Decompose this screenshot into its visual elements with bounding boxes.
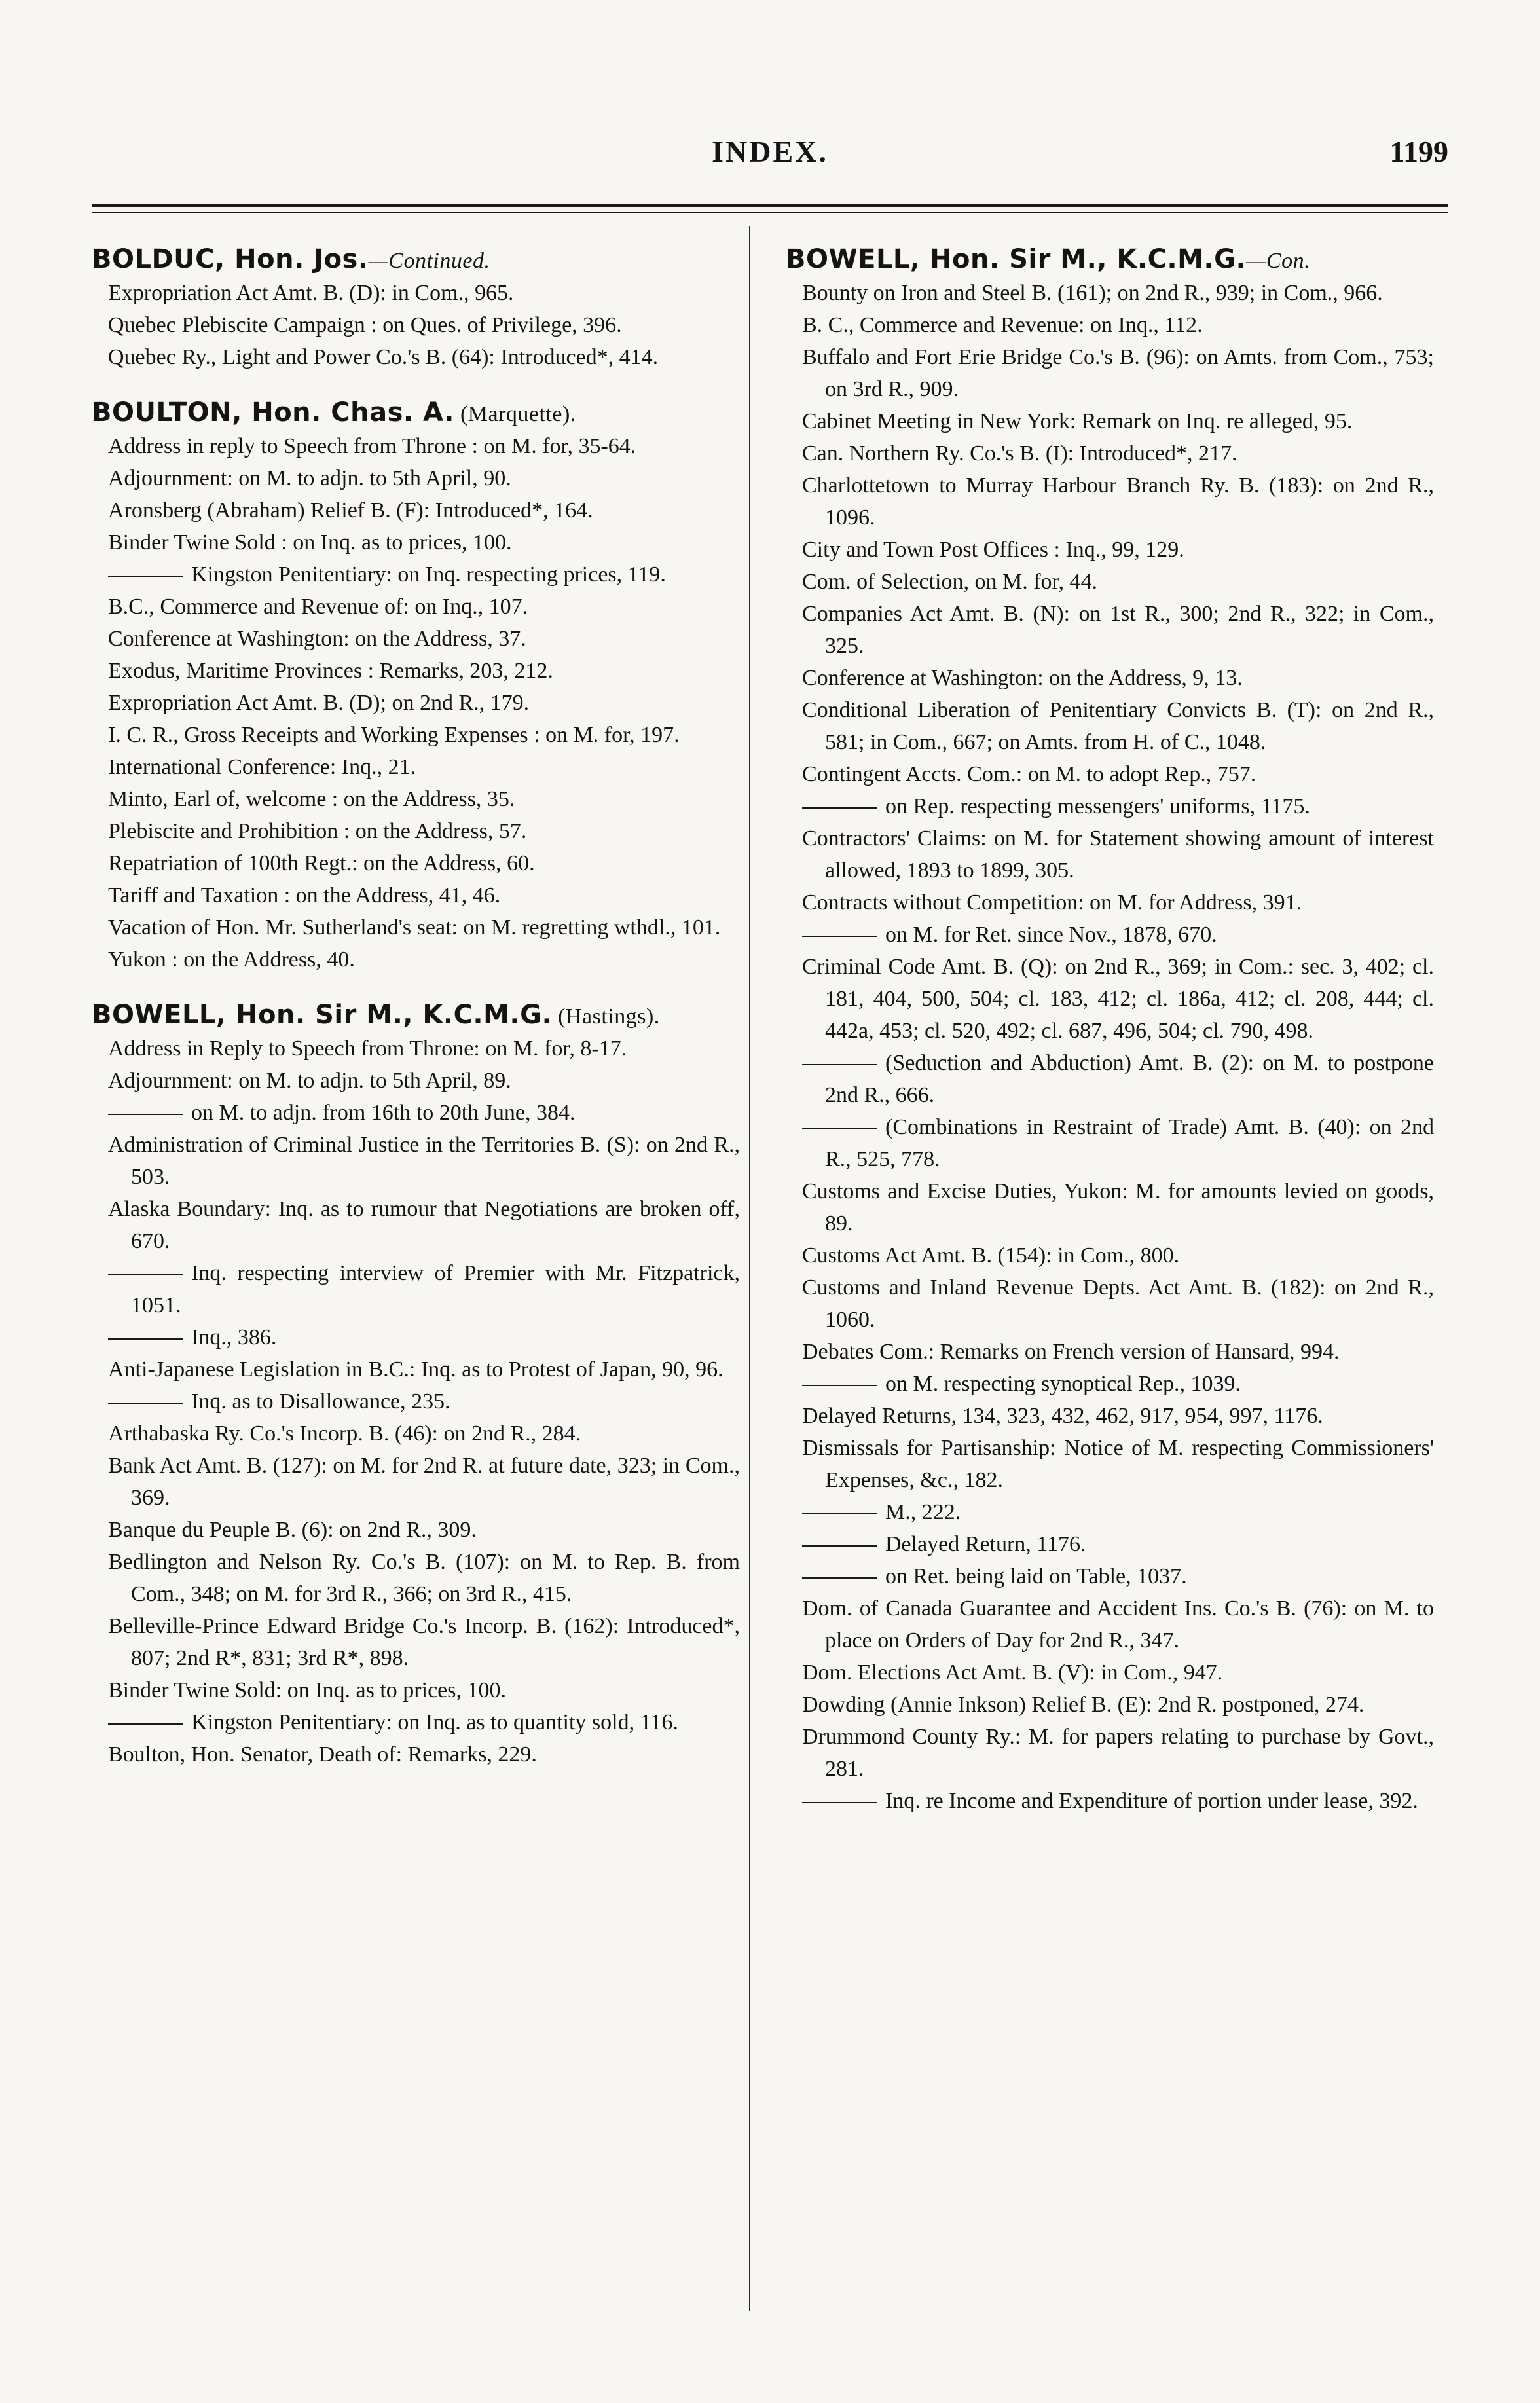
index-item: Can. Northern Ry. Co.'s B. (I): Introduced*, 217. <box>802 441 1238 466</box>
index-item: Delayed Returns, 134, 323, 432, 462, 917, 954, 997, 1176. <box>802 1404 1323 1428</box>
index-item: Criminal Code Amt. B. (Q): on 2nd R., 369; in Com.: sec. 3, 402; cl. 181, 404, 500, 504; cl. 183, 412; cl. 186a, 412; cl. 208, 444; cl. 442a, 453; cl. 520, 492; cl. 687, 496, 504; cl. 790, 498. <box>802 955 1434 1043</box>
member-name: BOLDUC, Hon. Jos. <box>92 244 369 274</box>
member-name: BOWELL, Hon. Sir M., K.C.M.G. <box>786 244 1247 274</box>
index-item <box>786 1560 1434 1592</box>
entry-heading <box>786 244 1434 277</box>
index-item: Aronsberg (Abraham) Relief B. (F): Introduced*, 164. <box>108 498 593 523</box>
index-item: Repatriation of 100th Regt.: on the Address, 60. <box>108 851 535 875</box>
index-item: Conference at Washington: on the Address, 37. <box>108 627 526 651</box>
index-item: Adjournment: on M. to adjn. to 5th April, 90. <box>108 466 511 490</box>
index-item: Conference at Washington: on the Address, 9, 13. <box>802 666 1243 690</box>
index-item: B.C., Commerce and Revenue of: on Inq., 107. <box>108 595 528 619</box>
index-item <box>92 1097 740 1129</box>
index-item: Customs and Excise Duties, Yukon: M. for amounts levied on goods, 89. <box>802 1179 1434 1236</box>
index-item <box>92 1321 740 1353</box>
index-item: Minto, Earl of, welcome : on the Address, 35. <box>108 787 515 811</box>
index-item <box>92 559 740 591</box>
index-item: Binder Twine Sold: on Inq. as to prices, 100. <box>108 1678 506 1702</box>
index-item <box>786 919 1434 951</box>
item-text: Inq. re Income and Expenditure of portion under lease, 392. <box>885 1789 1418 1813</box>
index-item: Administration of Criminal Justice in the Territories B. (S): on 2nd R., 503. <box>108 1133 740 1189</box>
item-text: (Combinations in Restraint of Trade) Amt. B. (40): on 2nd R., 525, 778. <box>825 1115 1434 1171</box>
index-item: Bedlington and Nelson Ry. Co.'s B. (107): on M. to Rep. B. from Com., 348; on M. for 3rd R., 366; on 3rd R., 415. <box>108 1550 740 1606</box>
left-column <box>92 244 740 1770</box>
index-item: Exodus, Maritime Provinces : Remarks, 203, 212. <box>108 659 553 683</box>
index-item: Expropriation Act Amt. B. (D); on 2nd R., 179. <box>108 691 530 715</box>
entry-heading <box>92 397 740 430</box>
index-item: City and Town Post Offices : Inq., 99, 129. <box>802 538 1184 562</box>
index-item: Address in reply to Speech from Throne : on M. for, 35-64. <box>108 434 636 458</box>
index-item: Arthabaska Ry. Co.'s Incorp. B. (46): on 2nd R., 284. <box>108 1422 581 1446</box>
item-text: on M. to adjn. from 16th to 20th June, 384. <box>191 1101 576 1125</box>
item-text: on Ret. being laid on Table, 1037. <box>885 1564 1187 1588</box>
index-item: Conditional Liberation of Penitentiary Convicts B. (T): on 2nd R., 581; in Com., 667; on Amts. from H. of C., 1048. <box>802 698 1434 754</box>
index-item: Bank Act Amt. B. (127): on M. for 2nd R. at future date, 323; in Com., 369. <box>108 1454 740 1510</box>
item-text: on Rep. respecting messengers' uniforms, 1175. <box>885 794 1310 818</box>
index-item: Buffalo and Fort Erie Bridge Co.'s B. (96): on Amts. from Com., 753; on 3rd R., 909. <box>802 345 1434 401</box>
index-item: Banque du Peuple B. (6): on 2nd R., 309. <box>108 1518 477 1542</box>
header-rule-thin <box>92 212 1448 213</box>
index-item: Quebec Plebiscite Campaign : on Ques. of Privilege, 396. <box>108 313 622 337</box>
index-item: Companies Act Amt. B. (N): on 1st R., 300; 2nd R., 322; in Com., 325. <box>802 602 1434 658</box>
ditto-rule <box>108 1403 183 1404</box>
index-item: Debates Com.: Remarks on French version of Hansard, 994. <box>802 1340 1340 1364</box>
ditto-rule <box>108 1114 183 1115</box>
index-item: Dowding (Annie Inkson) Relief B. (E): 2nd R. postponed, 274. <box>802 1693 1365 1717</box>
index-entry <box>92 999 740 1770</box>
item-text: Delayed Return, 1176. <box>885 1532 1086 1556</box>
index-item: Contractors' Claims: on M. for Statement showing amount of interest allowed, 1893 to 1899, 305. <box>802 826 1434 883</box>
ditto-rule <box>802 1545 877 1547</box>
item-text: Inq. respecting interview of Premier with Mr. Fitzpatrick, 1051. <box>131 1261 740 1317</box>
item-text: on M. for Ret. since Nov., 1878, 670. <box>885 923 1217 947</box>
right-column <box>786 244 1434 1817</box>
index-item: Quebec Ry., Light and Power Co.'s B. (64): Introduced*, 414. <box>108 345 659 369</box>
index-item: International Conference: Inq., 21. <box>108 755 416 779</box>
column-divider <box>749 226 750 2311</box>
heading-suffix: (Hastings). <box>552 1004 660 1029</box>
index-item: Vacation of Hon. Mr. Sutherland's seat: on M. regretting wthdl., 101. <box>108 915 721 940</box>
index-entry <box>92 397 740 976</box>
page-header <box>92 134 1448 180</box>
ditto-rule <box>108 1723 183 1725</box>
index-item: I. C. R., Gross Receipts and Working Expenses : on M. for, 197. <box>108 723 680 747</box>
index-item: B. C., Commerce and Revenue: on Inq., 112. <box>802 313 1203 337</box>
item-text: (Seduction and Abduction) Amt. B. (2): on M. to postpone 2nd R., 666. <box>825 1051 1434 1107</box>
item-text: Inq. as to Disallowance, 235. <box>191 1389 450 1414</box>
member-name: BOULTON, Hon. Chas. A. <box>92 397 454 428</box>
index-item: Bounty on Iron and Steel B. (161); on 2nd R., 939; in Com., 966. <box>802 281 1383 305</box>
index-item: Dom. of Canada Guarantee and Accident Ins. Co.'s B. (76): on M. to place on Orders of Day for 2nd R., 347. <box>802 1596 1434 1653</box>
ditto-rule <box>802 807 877 809</box>
index-item: Dismissals for Partisanship: Notice of M. respecting Commissioners' Expenses, &c., 182. <box>802 1436 1434 1492</box>
ditto-rule <box>802 1128 877 1129</box>
index-item: Anti-Japanese Legislation in B.C.: Inq. as to Protest of Japan, 90, 96. <box>108 1357 724 1382</box>
ditto-rule <box>108 576 183 577</box>
index-item: Expropriation Act Amt. B. (D): in Com., 965. <box>108 281 514 305</box>
ditto-rule <box>802 1513 877 1514</box>
index-item: Com. of Selection, on M. for, 44. <box>802 570 1097 594</box>
index-item <box>92 1706 740 1738</box>
index-item: Yukon : on the Address, 40. <box>108 947 355 972</box>
entry-heading <box>92 244 740 277</box>
index-item: Charlottetown to Murray Harbour Branch Ry. B. (183): on 2nd R., 1096. <box>802 473 1434 530</box>
index-item: Dom. Elections Act Amt. B. (V): in Com., 947. <box>802 1660 1223 1685</box>
index-item <box>786 1111 1434 1175</box>
item-text: M., 222. <box>885 1500 961 1524</box>
index-item: Alaska Boundary: Inq. as to rumour that Negotiations are broken off, 670. <box>108 1197 740 1253</box>
ditto-rule <box>802 1064 877 1065</box>
ditto-rule <box>108 1274 183 1275</box>
index-item <box>92 1257 740 1321</box>
index-item <box>786 1528 1434 1560</box>
index-item: Contingent Accts. Com.: on M. to adopt Rep., 757. <box>802 762 1256 786</box>
entry-heading <box>92 999 740 1033</box>
index-item <box>786 1047 1434 1111</box>
member-name: BOWELL, Hon. Sir M., K.C.M.G. <box>92 1000 553 1030</box>
index-item <box>786 1785 1434 1817</box>
ditto-rule <box>802 1577 877 1579</box>
item-text: on M. respecting synoptical Rep., 1039. <box>885 1372 1241 1396</box>
ditto-rule <box>108 1338 183 1340</box>
heading-suffix: —Con. <box>1246 249 1311 273</box>
index-item <box>786 1368 1434 1400</box>
index-item <box>92 1385 740 1418</box>
index-item: Belleville-Prince Edward Bridge Co.'s Incorp. B. (162): Introduced*, 807; 2nd R*, 831; 3rd R*, 898. <box>108 1614 740 1670</box>
heading-suffix: (Marquette). <box>454 402 576 426</box>
index-item: Contracts without Competition: on M. for Address, 391. <box>802 890 1302 915</box>
ditto-rule <box>802 1802 877 1803</box>
index-item: Tariff and Taxation : on the Address, 41, 46. <box>108 883 501 908</box>
ditto-rule <box>802 936 877 937</box>
index-item: Customs and Inland Revenue Depts. Act Amt. B. (182): on 2nd R., 1060. <box>802 1275 1434 1332</box>
page-number: 1199 <box>1389 135 1448 168</box>
item-text: Kingston Penitentiary: on Inq. respecting prices, 119. <box>191 562 666 587</box>
index-item: Binder Twine Sold : on Inq. as to prices, 100. <box>108 530 512 555</box>
item-text: Inq., 386. <box>191 1325 277 1349</box>
index-item: Plebiscite and Prohibition : on the Address, 57. <box>108 819 527 843</box>
index-item: Cabinet Meeting in New York: Remark on Inq. re alleged, 95. <box>802 409 1353 433</box>
ditto-rule <box>802 1385 877 1386</box>
index-item: Customs Act Amt. B. (154): in Com., 800. <box>802 1243 1180 1268</box>
index-entry <box>786 244 1434 1817</box>
index-item: Boulton, Hon. Senator, Death of: Remarks, 229. <box>108 1742 537 1767</box>
header-rule <box>92 204 1448 207</box>
index-item: Drummond County Ry.: M. for papers relating to purchase by Govt., 281. <box>802 1725 1434 1781</box>
index-item: Address in Reply to Speech from Throne: on M. for, 8-17. <box>108 1036 627 1061</box>
index-item: Adjournment: on M. to adjn. to 5th April, 89. <box>108 1069 511 1093</box>
running-title: INDEX. <box>712 135 828 168</box>
index-entry <box>92 244 740 373</box>
index-item <box>786 790 1434 822</box>
heading-suffix: —Continued. <box>368 249 490 273</box>
item-text: Kingston Penitentiary: on Inq. as to quantity sold, 116. <box>191 1710 678 1734</box>
index-item <box>786 1496 1434 1528</box>
